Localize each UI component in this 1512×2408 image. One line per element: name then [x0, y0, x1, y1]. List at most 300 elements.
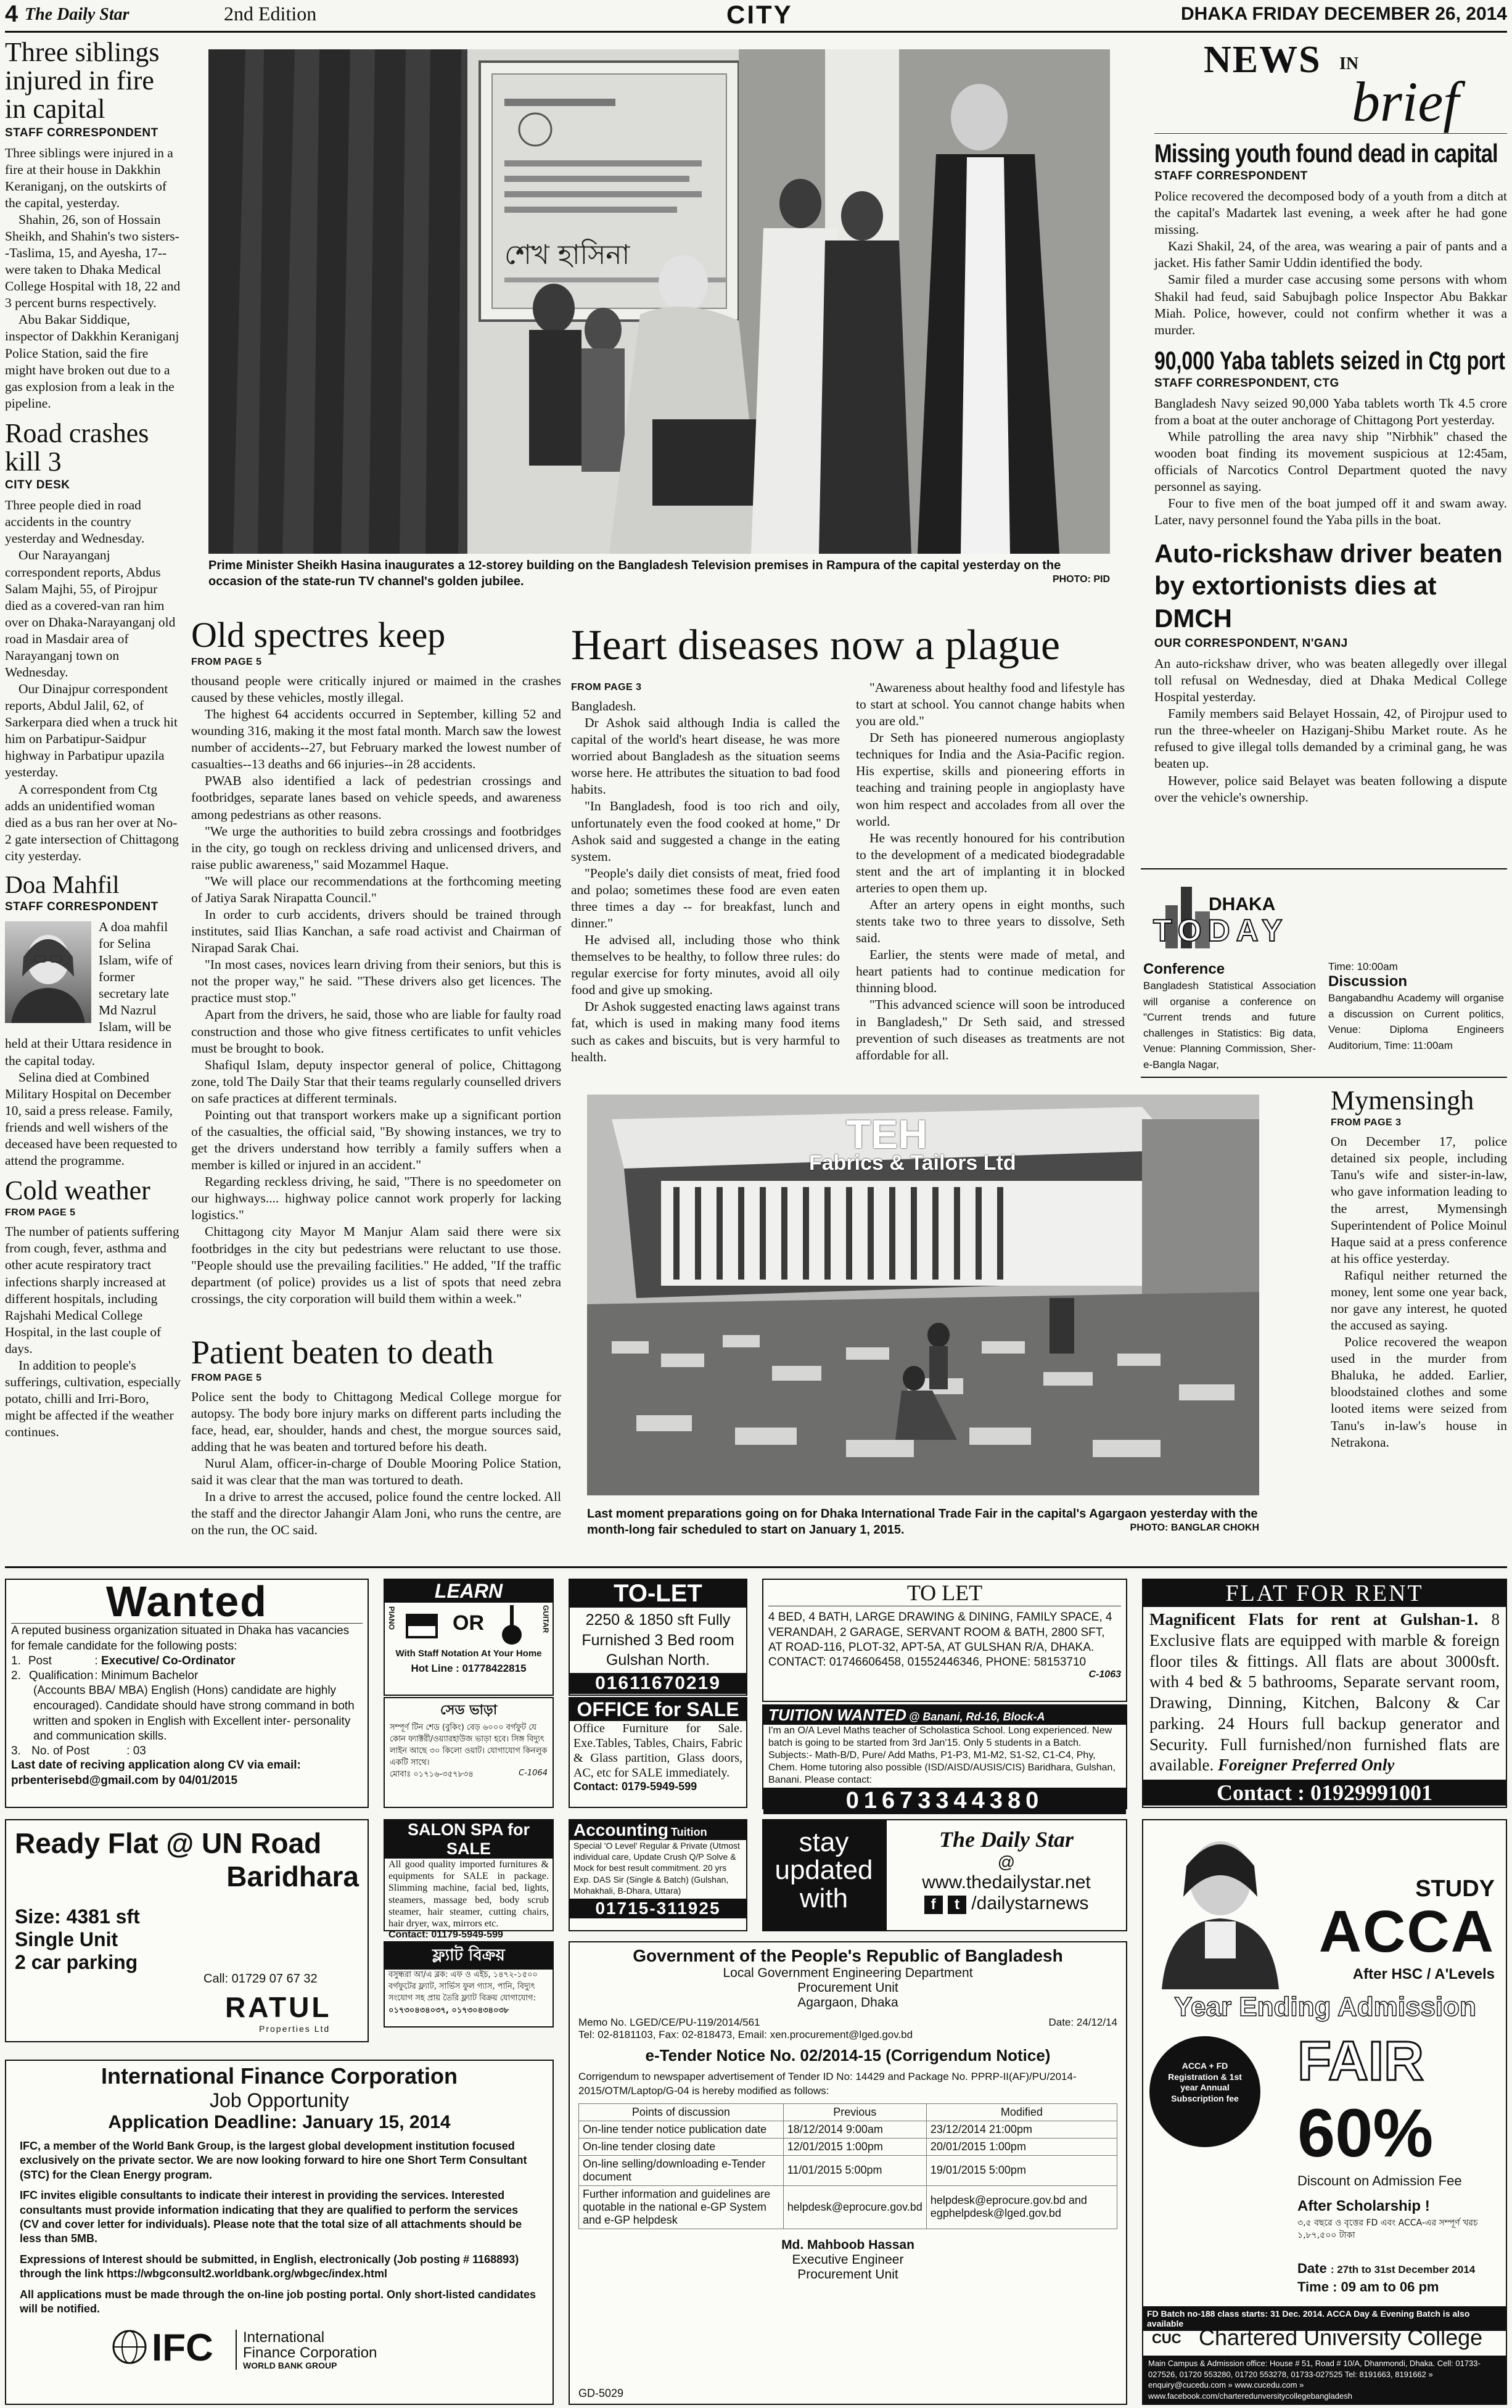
date-label: Date [1297, 2261, 1327, 2276]
plaque-name: শেখ হাসিনা [504, 239, 630, 271]
notice-title: e-Tender Notice No. 02/2014-15 (Corrigendum Notice) [645, 2046, 1051, 2065]
obituary-portrait [5, 921, 91, 1023]
paragraph: Dr Ashok suggested enacting laws against trans fat, which is used in making many food items such as cakes and biscuits, but is very harmful to health. [571, 999, 840, 1064]
story-byline: STAFF CORRESPONDENT [1154, 170, 1308, 183]
column-header: Previous [783, 2103, 926, 2121]
paragraph: Three people died in road accidents in the country yesterday and Wednesday. [5, 498, 145, 546]
news-in-brief [1154, 38, 1507, 871]
gd-number: GD-5029 [578, 2387, 624, 2399]
paragraph: Our Dinajpur correspondent reports, Abdul Jalil, 62, of Sarkerpara died when a truck hit him on Parbatipur-Saidpur highway in Parbatipur upazila yesterday. [5, 681, 178, 780]
brief-headline: Auto-rickshaw driver beaten by extortionists dies at DMCH [1154, 538, 1503, 633]
college-address: Main Campus & Admission office: House # 51, Road # 10/A, Dhanmondi, Dhaka. Cell: 01733-027526, 01720 553280, 01720 553278, 01733-027525 Tel: 8191663, 8191662 » enquiry@cucedu.com » www.cucedu.com » www.facebook.com/charteredunversitycollegebangladesh [1143, 2356, 1506, 2404]
facebook-icon[interactable]: f [924, 1896, 943, 1914]
scholarship-text: ৩,৫ বছরে ও বৃত্তের FD এবং ACCA-এর সম্পূর্ণ খরচ ১,৮৭,৫০০ টাকা [1297, 2218, 1478, 2240]
portrait-silhouette [5, 921, 91, 1023]
title-news: NEWS [1204, 39, 1321, 81]
ad-title: Accounting [573, 1820, 668, 1839]
story-byline: CITY DESK [5, 479, 70, 492]
story-headline: Road crashes kill 3 [5, 417, 149, 477]
paragraph: Nurul Alam, officer-in-charge of Double Mooring Police Station, said it was clear that the man was tortured to death. [191, 1456, 561, 1488]
row-number: 3. [11, 1744, 21, 1758]
ad-phone [390, 1769, 548, 1781]
ad-text: 2250 & 1850 sft Fully Furnished 3 Bed room Gulshan North. [581, 1611, 734, 1669]
table-header-row [579, 2103, 1117, 2121]
row-key: Post [28, 1654, 52, 1668]
ifc-logo-text [236, 2330, 377, 2370]
paragraph: "We urge the authorities to build zebra crossings and footbridges in the city, go tough on reckless driving and unlicensed drivers, and raise public awareness," said Mozammel Haque. [191, 823, 561, 872]
ad-text: 4 BED, 4 BATH, LARGE DRAWING & DINING, FAMILY SPACE, 4 VERANDAH, 2 GARAGE, SERVANT ROOM & BATH, 2800 SFT, AT ROAD-116, PLOT-32, APT-5A, AT GULSHAN R/A, DHAKA. [768, 1611, 1112, 1654]
signer-unit: Procurement Unit [797, 2267, 898, 2282]
ad-paragraph: All applications must be made through the on-line job posting portal. Only short-listed candidates will be notified. [20, 2288, 536, 2315]
title-brief: brief [1352, 70, 1459, 133]
ad-salon-spa [384, 1819, 554, 1941]
instrument-row [385, 1603, 553, 1648]
story-body [1331, 1133, 1507, 1450]
paragraph: However, police said Belayet was beaten following a dispute over the vehicle's ownership. [1154, 773, 1507, 805]
event-title: Discussion [1328, 973, 1408, 990]
ad-text: All good quality imported furnitures & equipments for SALE in package. Slimming machine, facial bed, lights, steamers, massage bed, body scrub steamer, hair steamer, cutting chairs, hair dryer, wax, mirrors etc. [388, 1859, 549, 1929]
ad-paragraph: IFC, a member of the World Bank Group, is the largest global development institution focused exclusively on the private sector. We are now looking forward to hire one Short Term Consultant (STC) for the Clean Energy program. [20, 2140, 527, 2181]
dhaka-today-event [1143, 961, 1316, 1072]
ad-title: Baridhara [226, 1860, 359, 1892]
photo-caption [208, 557, 1110, 590]
from-page-label: FROM PAGE 5 [191, 656, 262, 667]
signature-block [578, 2238, 1117, 2282]
table-cell: 11/01/2015 5:00pm [783, 2155, 926, 2185]
ratul-logo: RATUL [225, 1991, 332, 2023]
ad-phone: ০১৭৩০৪৩৪০৩৭, ০১৭৩০৪৩৪০৩৮ [388, 2005, 509, 2015]
story-body [1154, 188, 1507, 339]
ad-title: LEARN [385, 1580, 553, 1603]
shop-sign-brand: TEH [846, 1111, 927, 1157]
wanted-details [11, 1654, 236, 1683]
table-row [579, 2121, 1117, 2138]
brief-headline: Missing youth found dead in capital [1154, 139, 1498, 168]
story-body [856, 680, 1125, 1064]
paragraph: In addition to people's sufferings, cultivation, especially potato, chilli and Irri-Boro, might be affected if the weather continues. [5, 1357, 181, 1440]
news-in-brief-title [1154, 38, 1507, 131]
ad-tolet-gulshan-north [569, 1579, 747, 1696]
table-cell: 20/01/2015 1:00pm [926, 2138, 1117, 2155]
time-label: Time [1297, 2279, 1329, 2295]
paragraph: He advised all, including those who think themselves to be healthy, to follow three rules: do regular exercise for forty minutes, avoid all oily food and give up smoking. [571, 932, 840, 998]
from-page-label: FROM PAGE 3 [571, 682, 642, 692]
ad-phone: 01673344380 [763, 1788, 1126, 1814]
event-time: Time: 10:00am [1328, 961, 1398, 972]
paragraph: Earlier, the stents were made of metal, and heart patients had to continue medication for thinning blood. [856, 947, 1125, 996]
table-cell: 19/01/2015 5:00pm [926, 2155, 1117, 2185]
ad-shed-rent [384, 1697, 554, 1808]
paragraph: On December 17, police detained six people, including Tanu's wife and sister-in-law, who gave information leading to the arrest, Mymensingh Superintendent of Police Moinul Haque said at a press conference at his office yesterday. [1331, 1134, 1507, 1266]
year-end-banner: Year Ending Admission [1174, 1992, 1476, 2022]
paragraph: A correspondent from Ctg adds an unidentified woman died as a bus ran her over at No-2 gate intersection of Chittagong city yesterday. [5, 781, 179, 863]
ad-text-body: 8 Exclusive flats are equipped with marble & foreign floor tiles & fittings. All flats are about 3000sft. with 4 bed & 5 bathrooms, Separate servant room, Drawing, Dinning, Kitchen, Balcony & Car parking. 24 Hours full backup generator and Security. Full furnished/non furnished flats are available. [1149, 1610, 1500, 1775]
ad-hotline: Hot Line : 01778422815 [411, 1662, 527, 1674]
ad-intro: A reputed business organization situated in Dhaka has vacancies for female candidate for the following posts: [11, 1624, 350, 1653]
inauguration-scene-illustration [208, 49, 1110, 554]
paragraph: Dr Seth has pioneered numerous angioplasty techniques for India and the Asia-Pacific region. His expertise, skills and pioneering efforts in teaching and training people in angioplasty have won him respect and accolades from all over the world. [856, 730, 1125, 829]
photo-caption [587, 1506, 1259, 1538]
from-page-label: FROM PAGE 5 [5, 1207, 76, 1218]
row-key: Qualification [28, 1669, 94, 1683]
ad-subtitle: With Staff Notation At Your Home [395, 1648, 542, 1659]
social-row [887, 1893, 1126, 1914]
dhaka-today-event [1328, 961, 1504, 1053]
main-photo-caption-block [208, 557, 1110, 590]
discount-badge [1149, 2036, 1260, 2147]
dateline: DHAKA FRIDAY DECEMBER 26, 2014 [1180, 4, 1507, 24]
paragraph: Dr Ashok said although India is called the capital of the world's heart disease, he was more worried about Bangladesh as the situation seems worse here. He attributes the situation to bad food habits. [571, 715, 840, 797]
paragraph: Abu Bakar Siddique, inspector of Dakkhin Keraniganj Police Station, said the fire might have broken out due to a gas explosion from a leak in the pipeline. [5, 312, 179, 411]
table-cell: helpdesk@eprocure.gov.bd and egphelpdesk@lged.gov.bd [926, 2185, 1117, 2229]
daily-star-logo: The Daily Star [939, 1827, 1074, 1852]
ad-code: C-1063 [1088, 1669, 1121, 1680]
ad-title: FLAT FOR RENT [1143, 1580, 1506, 1607]
story-body [191, 673, 561, 1307]
row-key: No. of Post [31, 1744, 90, 1758]
paragraph: thousand people were critically injured or maimed in the crashes caused by these vehicles, mostly illegal. [191, 673, 561, 705]
paragraph: Police sent the body to Chittagong Medical College morgue for autopsy. The body bore injury marks on different parts including the face, head, ear, shoulder, hands and chest, the morgue sources said, adding that he was beaten and tortured before his death. [191, 1389, 561, 1454]
paragraph: "In most cases, novices learn driving from their seniors, but this is not the proper way," he said. "These drivers also get licences. The practice must stop." [191, 957, 561, 1006]
story-byline: OUR CORRESPONDENT, N'GANJ [1154, 637, 1348, 651]
logo-line: WORLD BANK GROUP [243, 2360, 337, 2370]
paragraph: Kazi Shakil, 24, of the area, was wearing a pair of pants and a jacket. His father Samir Uddin identified the body. [1154, 239, 1507, 271]
heart-diseases-story [571, 622, 1126, 1064]
paragraph: Police recovered the weapon used in the murder from Bhaluka, he added. Earlier, bloodstained clothes and some looted items were seized from Tanu's in-law's house in Netrakona. [1331, 1334, 1507, 1450]
ad-acca-fair [1142, 1819, 1507, 2405]
masthead-logo: The Daily Star [25, 5, 129, 24]
ratul-logo-sub: Properties Ltd [259, 2024, 331, 2034]
section-name: CITY [726, 0, 793, 29]
ad-org: International Finance Corporation [101, 2063, 458, 2089]
story-byline: STAFF CORRESPONDENT, CTG [1154, 376, 1339, 390]
story-headline: Doa Mahfil [5, 870, 120, 898]
fair-time-row [1297, 2279, 1439, 2295]
acca-after: After HSC / A'Levels [1352, 1966, 1495, 1983]
paragraph: Police recovered the decomposed body of a youth from a ditch at the capital's Madartek last evening, a week after he had gone missing. [1154, 189, 1507, 237]
fd-batch-banner: FD Batch no-188 class starts: 31 Dec. 2014. ACCA Day & Evening Batch is also available [1143, 2306, 1506, 2331]
mymensingh-story [1331, 1087, 1507, 1555]
ad-phone: Call: 01729 07 67 32 [203, 1972, 318, 1986]
guitar-label: GUITAR [541, 1605, 550, 1633]
paragraph: Shafiqul Islam, deputy inspector general of police, Chittagong zone, told The Daily Star that their teams regularly counselled drivers on safe practices at different terminals. [191, 1057, 561, 1106]
ad-code: C-1064 [519, 1769, 548, 1778]
signer-title: Executive Engineer [792, 2252, 904, 2267]
paragraph: Chittagong city Mayor M Manjur Alam said there were six footbridges in the city but pedestrians were reluctant to use those. "People should use the prevailing facilities." He added, "If the traffic department (of police) provides us a list of spots that need zebra crossings, the city corporation will build them within a week." [191, 1224, 561, 1306]
memo-row [578, 2016, 1117, 2029]
paragraph: Bangladesh. [571, 699, 636, 713]
table-cell: On-line tender notice publication date [579, 2121, 784, 2138]
paragraph: The number of patients suffering from cough, fever, asthma and other acute respiratory tract infections sharply increased at different hospitals, including Rajshahi Medical College Hospital, in the last couple of days. [5, 1224, 179, 1356]
patient-beaten-story [191, 1335, 561, 1557]
masthead [5, 0, 1507, 31]
ad-deadline: Application Deadline: January 15, 2014 [108, 2112, 451, 2132]
ad-text: I'm an O/A Level Maths teacher of Scholastica School. Long experienced. New batch is going to be started from 3rd Jan'15. Only 5 students in a Batch. Subjects:- Math-B/D, Pure/ Add Maths, P1-P3, M1-M2, S1-S2, C1-C4, Phy, Chem. Home tutoring also possible (ISD/AISD/AUSIS/CIS) Baridhara, Gulshan, Banani. Please contact: [768, 1725, 1116, 1785]
ad-daily-star-web [885, 1819, 1127, 1931]
column-header: Points of discussion [579, 2103, 784, 2121]
paragraph: In a drive to arrest the accused, police found the centre locked. All the staff and the director Jahangir Alam Joni, who runs the centre, are on the run, the OC said. [191, 1489, 561, 1538]
ad-title: Wanted [105, 1577, 268, 1625]
table-row [579, 2185, 1117, 2229]
dhaka-today-box [1141, 868, 1507, 1078]
photo-credit: PHOTO: PID [1052, 574, 1110, 585]
paragraph: An auto-rickshaw driver, who was beaten allegedly over illegal toll refusal on Wednesday, died at Dhaka Medical College Hospital yesterday. [1154, 656, 1507, 705]
govt-unit: Procurement Unit [797, 1981, 898, 1995]
ad-ready-flat [5, 1819, 369, 2042]
piano-icon [403, 1608, 440, 1645]
ad-contact: Contact : 01929991001 [1143, 1780, 1506, 1806]
ad-paragraph: IFC invites eligible consultants to indicate their interest in providing the services. Interested consultants must provide information indicating that they are qualified to perform the services (CV and cover letter for individuals). Please note that the total size of all attachments should be less than 5MB. [20, 2189, 522, 2245]
row-number: 1. [11, 1654, 21, 1668]
stay-line: stay [799, 1827, 849, 1857]
table-cell: 18/12/2014 9:00am [783, 2121, 926, 2138]
ad-tolet-gulshan [762, 1579, 1127, 1702]
ad-contact: Contact: 0179-5949-599 [573, 1780, 697, 1793]
page-number: 4 [5, 1, 18, 27]
story-headline: Patient beaten to death [191, 1334, 494, 1371]
globe-icon [112, 2330, 147, 2364]
piano-label: PIANO [387, 1606, 396, 1630]
table-row: 1. Post : Executive/ Co-Ordinator [11, 1654, 236, 1668]
stay-line: updated [774, 1855, 873, 1885]
fair-date-row [1297, 2261, 1475, 2277]
edition-label: 2nd Edition [224, 2, 317, 25]
fair-photo-caption-block [587, 1506, 1259, 1538]
paragraph: After an artery opens in eight months, such stents take two to three years to dissolve, Seth said. [856, 897, 1125, 946]
ad-ifc [5, 2060, 554, 2405]
twitter-icon[interactable]: t [948, 1896, 966, 1914]
ad-office-sale [569, 1697, 747, 1808]
or-label: OR [453, 1611, 484, 1635]
flat-size: Size: 4381 sft [15, 1905, 140, 1928]
notice-intro: Corrigendum to newspaper advertisement of Tender ID No: 14429 and Package No. PPRP-II(AF)/PU/2014-2015/OTM/Laptop/G-04 is hereby modified as follows: [578, 2071, 1077, 2097]
ad-text: Office Furniture for Sale. Exe.Tables, Tables, Chairs, Fabric & Glass partition, Glass doors, AC, etc for SALE immediately. [573, 1722, 742, 1780]
student-photo [1156, 1829, 1285, 1989]
paragraph: Shahin, 26, son of Hossain Sheikh, and Shahin's two sisters--Taslima, 15, and Ayesha, 17--were taken to Dhaka Medical College Hospital with 18, 22 and 3 percent burns respectively. [5, 212, 181, 311]
paragraph: "We will place our recommendations at the forthcoming meeting of Jatiya Sarak Nirapatta Council." [191, 873, 561, 905]
table-cell: helpdesk@eprocure.gov.bd [783, 2185, 926, 2229]
govt-dept: Local Government Engineering Department [723, 1966, 973, 1980]
paragraph: Three siblings were injured in a fire at their house in Dakkhin Keraniganj, on the outskirts of the capital, yesterday. [5, 145, 173, 210]
paragraph: Our Narayanganj correspondent reports, Abdus Salam Majhi, 55, of Pirojpur died as a covered-van ran him over on Dhaka-Narayanganj old road in Masdair area of Narayanganj town on Wednesday. [5, 548, 176, 680]
signer-name: Md. Mahboob Hassan [781, 2237, 914, 2252]
paragraph: While patrolling the area navy ship "Nirbhik" chased the wooden boat finding its movement suspicious at 12:45am, officials of Narcotics Control Department quoted the navy personnel as saying. [1154, 429, 1507, 495]
discount-percent: 60% [1297, 2095, 1434, 2171]
ifc-logo-mark: IFC [152, 2327, 213, 2370]
story-body [5, 919, 181, 1169]
paragraph: "In Bangladesh, food is too rich and oily, unfortunately even the food cooked at home," Dr Ashok said and suggested a change in the eating system. [571, 799, 840, 864]
logo-line: International [243, 2329, 325, 2346]
story-body [191, 1389, 561, 1539]
masthead-rule [5, 31, 1507, 33]
time-value: : 09 am to 06 pm [1333, 2279, 1439, 2295]
memo-number: Memo No. LGED/CE/PU-119/2014/561 [578, 2016, 760, 2028]
paragraph: In order to curb accidents, drivers should be trained through institutes, said Ilias Kanchan, a safe road activist and Chairman of Nirapad Sarak Chai. [191, 906, 561, 956]
trade-fair-photo [587, 1095, 1259, 1495]
story-headline: Heart diseases now a plague [571, 622, 1061, 669]
ad-title: Government of the People's Republic of Bangladesh [633, 1946, 1063, 1965]
table-cell: Further information and guidelines are quotable in the national e-GP System and e-GP helpdesk [579, 2185, 784, 2229]
ifc-logo [20, 2321, 539, 2383]
ad-tuition-wanted [762, 1704, 1127, 1814]
event-text: Bangladesh Statistical Association will organise a conference on "Current trends and future challenges in Statistics: Big data, Venue: Planning Commission, Sher-e-Bangla Nagar, [1143, 980, 1316, 1070]
paragraph: "People's daily diet consists of meat, fried food and polao; sometimes these food are even eaten three times a day -- for breakfast, lunch and dinner." [571, 865, 840, 931]
paragraph: Selina died at Combined Military Hospital on December 10, said a press release. Family, friends and well wishers of the deceased have been requested to attend the programme. [5, 1069, 178, 1168]
table-cell: 12/01/2015 1:00pm [783, 2138, 926, 2155]
post-count-row: 3. No. of Post : 03 [11, 1744, 146, 1758]
ad-phone: 01611670219 [570, 1673, 746, 1694]
ad-text: বসুন্ধরা আ/এ ব্লক: এফ ও এইচ, ১৪৭২-১৫০০ বর্গফুটের ফ্ল্যাট, সার্ভিস ফুল গ্যাস, পানি, বিদ্যুৎ সংযোগ সহ প্রায় তৈরি ফ্ল্যাট বিক্রয় যোগাযোগ: [388, 1970, 538, 2003]
story-body [571, 698, 840, 1066]
ad-title: সেড ভাড়া [440, 1703, 498, 1718]
ads-top-rule [5, 1566, 1507, 1568]
old-spectres-story [191, 617, 561, 1332]
paragraph: A doa mahfil for Selina Islam, wife of former secretary late Md Nazrul Islam, will be held at their Uttara residence in the capital today. [5, 919, 173, 1068]
story-column [856, 680, 1125, 1064]
dhaka-today-title-top: DHAKA [1209, 894, 1276, 914]
story-body [1154, 395, 1507, 529]
ad-title: TO-LET [570, 1580, 746, 1608]
ad-title: OFFICE for SALE [570, 1698, 746, 1721]
ad-text-lead: Magnificent Flats for rent at Gulshan-1. [1149, 1610, 1479, 1629]
logo-line: Finance Corporation [243, 2344, 377, 2362]
acca-study: STUDY [1415, 1876, 1495, 1902]
paragraph: He was recently honoured for his contribution to the development of a medicated biodegradable stent and the art of implanting it in blocked arteries to open them up. [856, 830, 1125, 895]
govt-place: Agargaon, Dhaka [797, 1995, 898, 2010]
memo-date: Date: 24/12/14 [1048, 2016, 1117, 2028]
flat-unit: Single Unit [15, 1928, 118, 1950]
from-page-label: FROM PAGE 3 [1331, 1117, 1402, 1128]
title-in: IN [1339, 54, 1359, 73]
table-cell: On-line selling/downloading e-Tender document [579, 2155, 784, 2185]
ad-text [1149, 1609, 1500, 1776]
story-body [5, 1223, 181, 1440]
caption-text: Prime Minister Sheikh Hasina inaugurates a 12-storey building on the Bangladesh Television premises in Rampura of the capital yesterday on the occasion of the state-run TV channel's golden jubilee. [208, 559, 1061, 588]
ad-title: TO LET [906, 1580, 983, 1605]
govt-contact: Tel: 02-8181103, Fax: 02-818473, Email: xen.procurement@lged.gov.bd [578, 2029, 913, 2040]
story-headline: Three siblings injured in fire in capital [5, 37, 160, 125]
ad-flat-for-rent [1142, 1579, 1507, 1808]
ad-wanted [5, 1579, 369, 1808]
ad-learn-music [384, 1579, 554, 1696]
story-headline: Cold weather [5, 1175, 150, 1206]
ad-text: Special 'O Level' Regular & Private (Utmost individual care, Update Crush Q/P Solve & Mock for best result commitment. 20 yrs Exp. DAS Sir (Single & Batch) (Gulshan, Mohakhali, B-Dhara, Uttara) [573, 1841, 740, 1896]
ad-title: TUITION WANTED [768, 1706, 906, 1724]
ad-area: @ Banani, Rd-16, Block-A [908, 1711, 1045, 1723]
badge-text: ACCA + FD Registration & 1st year Annual Subscription fee [1168, 2061, 1242, 2103]
paragraph: Samir filed a murder case accusing some persons with whom Shakil had feud, said Sabujbagh police Inspector Abu Bakkar Miah. Police, however, could not confirm whether it was a murder. [1154, 272, 1507, 337]
at-symbol: @ [997, 1852, 1016, 1872]
row-value: 03 [133, 1744, 146, 1758]
fair-title: FAIR [1297, 2031, 1424, 2092]
corrigendum-table [578, 2103, 1117, 2229]
story-body [5, 145, 181, 412]
paragraph: Regarding reckless driving, he said, "There is no speedometer on our highways.... highway police cannot work properly for lacking logistics." [191, 1174, 561, 1223]
table-cell: On-line tender closing date [579, 2138, 784, 2155]
event-title: Conference [1143, 961, 1225, 977]
ad-contact: Contact: 01179-5949-599 [388, 1929, 503, 1941]
ad-contact: CONTACT: 01746606458, 01552446346, PHONE: 58153710 [768, 1656, 1087, 1669]
college-name: Chartered University College [1199, 2325, 1483, 2350]
ad-paragraph: Expressions of Interest should be submitted, in English, electronically (Job posting # 1168893) through the link https://wbgconsult2.worldbank.org/wbgec/index.html [20, 2253, 519, 2280]
ad-text: সম্পূর্ণ টিন শেড (বুকিং) বেড় ৬০০০ বর্গফুট যে কোন ফ্যাক্টরী/ওয়্যারহাউজ ভাড়া হবে। সিঙ্গ বিদ্যুৎ লাইন আছে ৩০ কিলো ওয়াট। যোগাযোগ কিনলুক একটি সাথে। [390, 1723, 548, 1767]
story-body [5, 497, 181, 865]
ad-flat-sale-bangla [384, 1941, 554, 2028]
paragraph: Family members said Belayet Hossain, 42, of Pirojpur used to run the three-wheeler on Haziganj-Shibu Market route. As he refused to give illegal tolls demanded by a criminal gang, he was beaten up. [1154, 706, 1507, 771]
ad-subtitle: Tuition [671, 1826, 707, 1838]
row-value: Minimum Bachelor [101, 1669, 199, 1683]
paragraph: Four to five men of the boat jumped off it and swam away. Later, navy personnel found the Yaba pills in the boat. [1154, 496, 1507, 528]
story-headline: Old spectres keep [191, 615, 446, 655]
ad-govt-tender [569, 1941, 1127, 2405]
brief-headline: 90,000 Yaba tablets seized in Ctg port [1154, 345, 1505, 375]
table-row [579, 2155, 1117, 2185]
paragraph: "Awareness about healthy food and lifestyle has to start at school. You cannot change habits when you are old." [856, 680, 1125, 729]
ad-text-note: Foreigner Preferred Only [1217, 1756, 1395, 1775]
row-number: 2. [11, 1669, 21, 1683]
event-text: Bangabandhu Academy will organise a discussion on Current politics, Venue: Diploma Engineers Auditorium, Time: 11:00am [1328, 992, 1504, 1051]
ad-phone: 01715-311925 [570, 1899, 746, 1918]
paragraph: Pointing out that transport workers make up a significant portion of the casualties, the official said, "By showing instances, we try to get the drivers understand how terribly a family suffers when a member is killed or injured in an accident." [191, 1107, 561, 1173]
paragraph: Apart from the drivers, he said, those who are liable for faulty road construction and those who give fitness certificates to unfit vehicles must be brought to book. [191, 1007, 561, 1056]
ad-footer: Last date of reciving application along CV via email: prbenterisebd@gmail.com by 04/01/2015 [11, 1759, 301, 1787]
college-logo: CUC [1152, 2331, 1181, 2346]
table-row [579, 2138, 1117, 2155]
ad-title-row [570, 1820, 746, 1840]
from-page-label: FROM PAGE 5 [191, 1372, 262, 1383]
story-column [571, 680, 840, 1066]
story-byline: STAFF CORRESPONDENT [5, 126, 158, 139]
paragraph: PWAB also identified a lack of pedestrian crossings and footbridges, separate lanes based on vehicle speeds, and awareness among pedestrians as other reasons. [191, 773, 561, 822]
guitar-icon [493, 1604, 530, 1647]
caption-text: Last moment preparations going on for Dhaka International Trade Fair in the capital's Agargaon yesterday with the month-long fair scheduled to start on January 1, 2015. [587, 1507, 1258, 1537]
story-body [1154, 655, 1507, 806]
acca-title: ACCA [1318, 1899, 1495, 1965]
stay-line: with [799, 1883, 848, 1914]
phone-text: মোবাঃ ০১৭১৬-৩৫৭৮৩৪ [390, 1770, 474, 1780]
discount-label: Discount on Admission Fee [1297, 2173, 1462, 2188]
ad-title: Job Opportunity [210, 2089, 349, 2111]
ad-title-row [763, 1706, 1126, 1725]
ad-accounting-tuition [569, 1819, 747, 1931]
table-cell: 23/12/2014 21:00pm [926, 2121, 1117, 2138]
date-value: : 27th to 31st December 2014 [1330, 2264, 1476, 2275]
photo-credit: PHOTO: BANGLAR CHOKH [1130, 1522, 1259, 1533]
qualification-text: (Accounts BBA/ MBA) English (Hons) candidate are highly encouraged). Candidate should have strong command in both written and spoken in English with Excellent inter- personality and communication skills. [33, 1684, 355, 1743]
ad-stay-updated [762, 1819, 885, 1931]
story-headline: Mymensingh [1331, 1085, 1474, 1116]
column-header: Modified [926, 2103, 1117, 2121]
social-handle: /dailystarnews [971, 1893, 1089, 1913]
paragraph: "This advanced science will soon be introduced in Bangladesh," Dr Seth said, and stressed prevention of such diseases as treatments are not affordable for all. [856, 997, 1125, 1062]
left-column [5, 38, 181, 1555]
table-row: 2. Qualification : Minimum Bachelor [11, 1669, 199, 1683]
flat-parking: 2 car parking [15, 1951, 138, 1973]
dhaka-today-title-bottom: TODAY [1153, 913, 1289, 948]
ad-title: ফ্ল্যাট বিক্রয় [385, 1942, 553, 1970]
paragraph: The highest 64 accidents occurred in September, killing 52 and wounding 316, making it the most fatal month. March saw the lowest number of accidents--27, but February marked the lowest number of casualties--13 deaths and 66 injuries--in 28 accidents. [191, 707, 561, 772]
main-photo [208, 49, 1110, 554]
shop-sign-text: Fabrics & Tailors Ltd [809, 1151, 1016, 1175]
story-byline: STAFF CORRESPONDENT [5, 900, 158, 913]
ad-title: Ready Flat @ UN Road [15, 1827, 322, 1859]
row-value: Executive/ Co-Ordinator [101, 1654, 236, 1668]
scholarship-title: After Scholarship ! [1297, 2198, 1430, 2214]
ad-title: SALON SPA for SALE [385, 1820, 553, 1859]
paragraph: Rafiqul neither returned the money, lent some one year back, nor gave any interest, he quoted the accused as saying. [1331, 1267, 1507, 1333]
website-url: www.thedailystar.net [922, 1872, 1091, 1892]
paragraph: Bangladesh Navy seized 90,000 Yaba tablets worth Tk 4.5 crore from a boat at the outer anchorage of Chittagong Port yesterday. [1154, 395, 1507, 427]
